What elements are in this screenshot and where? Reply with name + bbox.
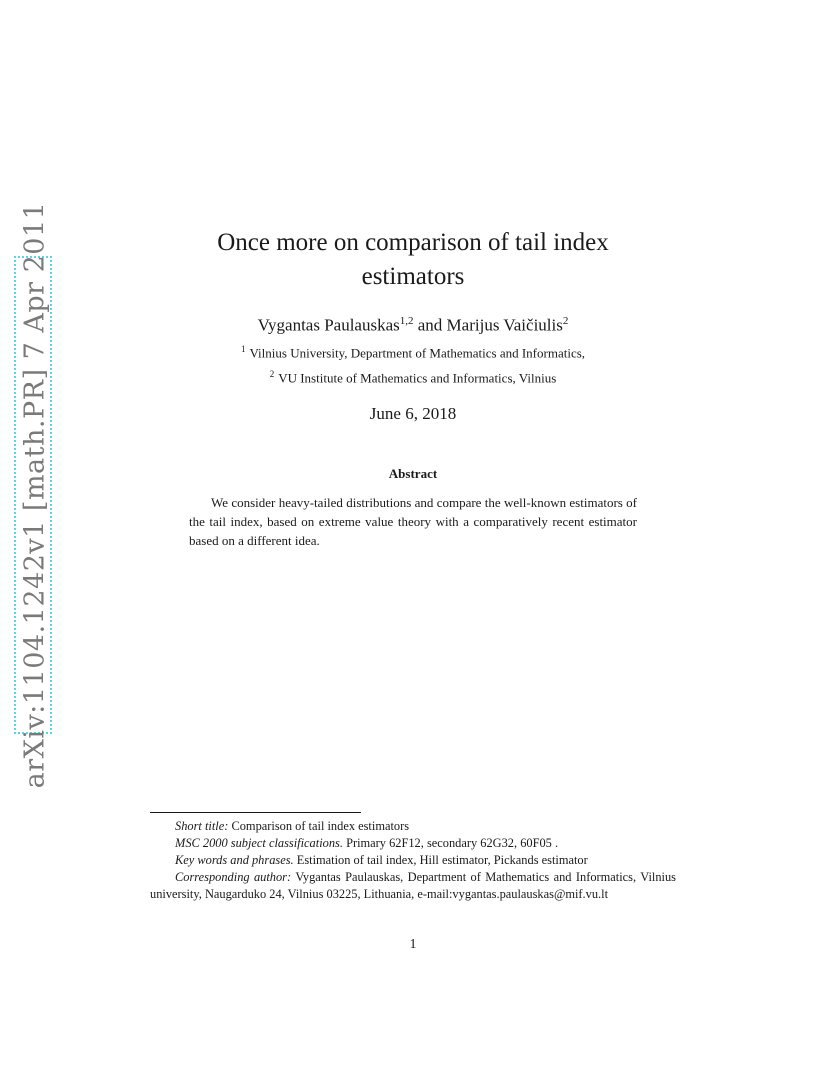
affiliation-1: [150, 344, 676, 361]
corresponding-label: Corresponding author:: [175, 870, 292, 884]
author-list: [150, 315, 676, 336]
msc-label: MSC 2000 subject classifications.: [175, 836, 343, 850]
abstract-text: We consider heavy-tailed distributions and compare the well-known estimators of the tail index, based on extreme value theory with a comparatively recent estimator based on a different idea.: [189, 495, 637, 548]
author-2-name: Marijus Vaičiulis: [446, 315, 563, 335]
affiliation-1-marker: 1: [240, 344, 246, 354]
short-title-value: Comparison of tail index estimators: [231, 819, 410, 833]
footnote-corresponding-author: [150, 869, 676, 903]
footnotes: [150, 818, 676, 903]
abstract-heading: Abstract: [388, 466, 438, 481]
footnote-msc: [150, 835, 676, 852]
footnote-rule: [150, 812, 361, 813]
title-line-1: Once more on comparison of tail index: [217, 229, 609, 256]
affiliation-2-marker: 2: [269, 369, 275, 379]
paper-date: June 6, 2018: [369, 404, 457, 423]
keywords-label: Key words and phrases.: [175, 853, 294, 867]
keywords-value: Estimation of tail index, Hill estimator, Pickands estimator: [296, 853, 588, 867]
footnote-short-title: [150, 818, 676, 835]
author-1-name: Vygantas Paulauskas: [257, 315, 400, 335]
corresponding-value: Vygantas Paulauskas, Department of Mathematics and Informatics, Vilnius university, Naugarduko 24, Vilnius 03225, Lithuania, e-mail:vygantas.paulauskas@mif.vu.lt: [150, 870, 676, 901]
page-number: 1: [409, 937, 417, 952]
msc-value: Primary 62F12, secondary 62G32, 60F05 .: [346, 836, 559, 850]
affiliation-2: [150, 369, 676, 386]
author-1-affil-marker: 1,2: [399, 315, 414, 327]
short-title-label: Short title:: [175, 819, 229, 833]
paper-title: [150, 226, 676, 294]
footnote-keywords: [150, 852, 676, 869]
affiliation-1-text: Vilnius University, Department of Mathematics and Informatics,: [249, 345, 586, 361]
affiliation-2-text: VU Institute of Mathematics and Informatics, Vilnius: [278, 370, 557, 386]
author-2-affil-marker: 2: [562, 315, 569, 327]
title-line-2: estimators: [361, 263, 465, 290]
author-conjunction: and: [413, 315, 447, 335]
arxiv-identifier: arXiv:1104.1242v1 [math.PR] 7 Apr 2011: [19, 201, 51, 789]
